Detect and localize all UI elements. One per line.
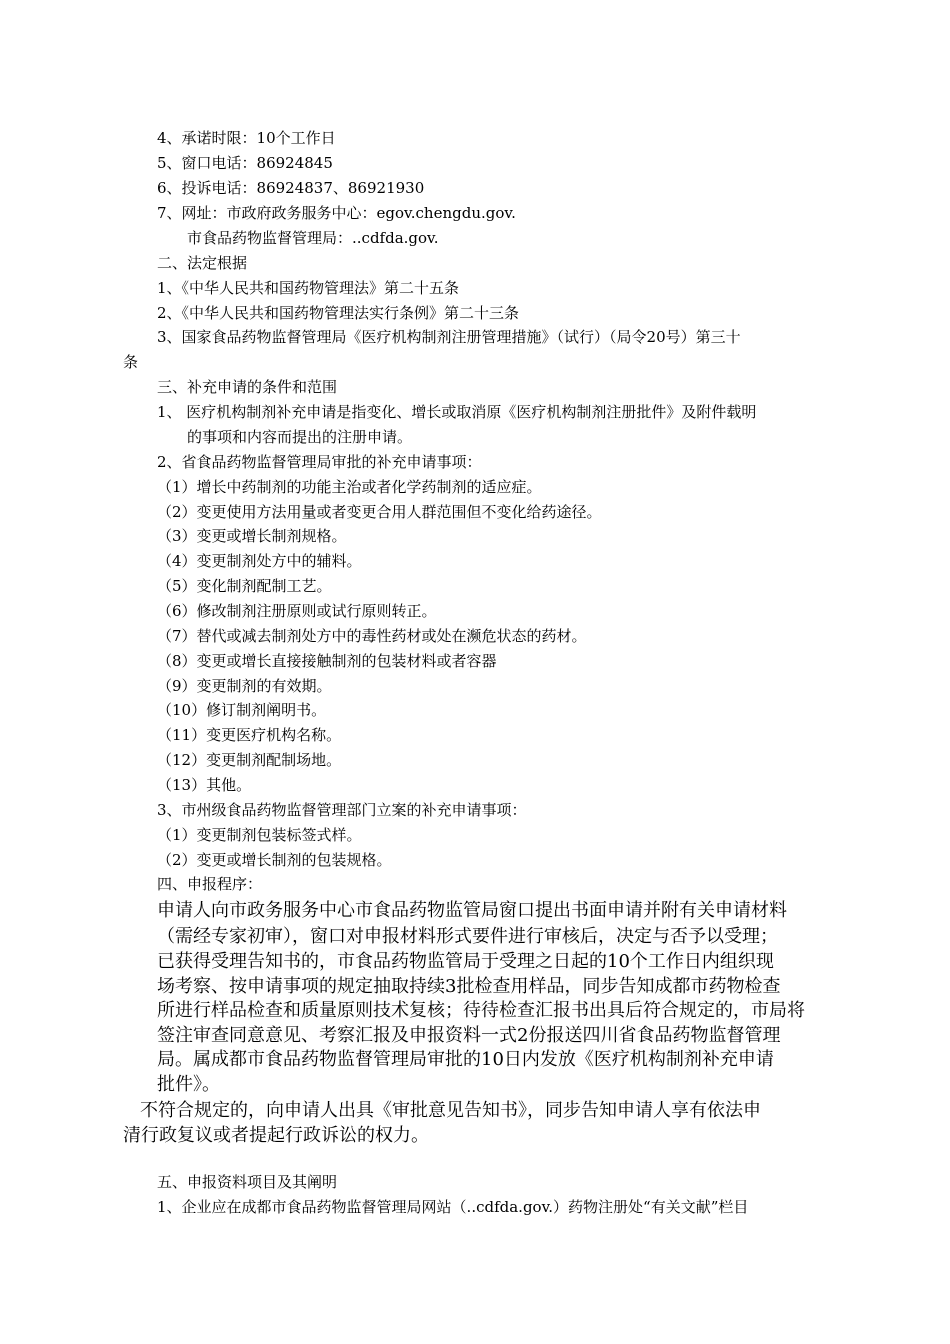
list-item: （8）变更或增长直接接触制剂的包装材料或者容器 bbox=[157, 652, 497, 670]
procedure-heading: 四、申报程序： bbox=[157, 875, 263, 893]
legal-basis-item-3-cont: 条 bbox=[123, 353, 139, 371]
procedure-paragraph-line: 已获得受理告知书的，市食品药物监管局于受理之日起的10个工作日内组织现 bbox=[157, 951, 774, 972]
scope-item-1-line-1: 1、 医疗机构制剂补充申请是指变化、增长或取消原《医疗机构制剂注册批件》及附件载明 bbox=[157, 403, 757, 421]
list-item: （2）变更使用方法用量或者变更合用人群范围但不变化给药途径。 bbox=[157, 503, 602, 521]
procedure-paragraph-line: 所进行样品检查和质量原则技术复核；待待检查汇报书出具后符合规定的，市局将 bbox=[157, 1000, 805, 1021]
list-item: （7）替代或减去制剂处方中的毒性药材或处在濒危状态的药材。 bbox=[157, 627, 587, 645]
list-item: （1）变更制剂包装标签式样。 bbox=[157, 826, 362, 844]
list-item: （4）变更制剂处方中的辅料。 bbox=[157, 552, 362, 570]
commitment-time-line: 4、承诺时限：10个工作日 bbox=[157, 129, 336, 147]
list-item: （2）变更或增长制剂的包装规格。 bbox=[157, 851, 392, 869]
procedure-paragraph-line: 局。属成都市食品药物监督管理局审批的10日内发放《医疗机构制剂补充申请 bbox=[157, 1049, 774, 1070]
legal-basis-item-2: 2、《中华人民共和国药物管理法实行条例》第二十三条 bbox=[157, 304, 520, 322]
website-line-2: 市食品药物监督管理局：..cdfda.gov. bbox=[187, 229, 439, 247]
list-item: （11）变更医疗机构名称。 bbox=[157, 726, 342, 744]
window-phone-line: 5、窗口电话：86924845 bbox=[157, 154, 333, 172]
list-item: （12）变更制剂配制场地。 bbox=[157, 751, 342, 769]
procedure-paragraph-line: 签注审查同意意见、考察汇报及申报资料一式2份报送四川省食品药物监督管理 bbox=[157, 1025, 781, 1046]
materials-heading: 五、申报资料项目及其阐明 bbox=[157, 1173, 338, 1191]
procedure-paragraph-line: 申请人向市政务服务中心市食品药物监管局窗口提出书面申请并附有关申请材料 bbox=[157, 900, 787, 921]
procedure-paragraph-line: 场考察、按申请事项的规定抽取持续3批检查用样品，同步告知成都市药物检查 bbox=[157, 976, 781, 997]
procedure-paragraph-line: （需经专家初审），窗口对申报材料形式要件进行审核后，决定与否予以受理； bbox=[157, 926, 778, 947]
list-item: （10）修订制剂阐明书。 bbox=[157, 701, 327, 719]
legal-basis-heading: 二、法定根据 bbox=[157, 254, 248, 272]
list-item: （6）修改制剂注册原则或试行原则转正。 bbox=[157, 602, 437, 620]
list-item: （3）变更或增长制剂规格。 bbox=[157, 527, 347, 545]
scope-heading: 三、补充申请的条件和范围 bbox=[157, 378, 338, 396]
scope-item-2: 2、省食品药物监督管理局审批的补充申请事项： bbox=[157, 453, 482, 471]
legal-basis-item-3: 3、国家食品药物监督管理局《医疗机构制剂注册管理措施》（试行）（局令20号）第三十 bbox=[157, 328, 741, 346]
website-line: 7、网址：市政府政务服务中心：egov.chengdu.gov. bbox=[157, 204, 516, 222]
procedure-paragraph-2-line: 不符合规定的，向申请人出具《审批意见告知书》，同步告知申请人享有依法申 bbox=[140, 1100, 761, 1121]
list-item: （9）变更制剂的有效期。 bbox=[157, 677, 332, 695]
complaint-phone-line: 6、投诉电话：86924837、86921930 bbox=[157, 179, 425, 197]
procedure-paragraph-2-line: 清行政复议或者提起行政诉讼的权力。 bbox=[123, 1125, 429, 1146]
scope-item-3: 3、市州级食品药物监督管理部门立案的补充申请事项： bbox=[157, 801, 527, 819]
legal-basis-item-1: 1、《中华人民共和国药物管理法》第二十五条 bbox=[157, 279, 460, 297]
procedure-paragraph-line: 批件》。 bbox=[157, 1074, 220, 1095]
list-item: （1）增长中药制剂的功能主治或者化学药制剂的适应症。 bbox=[157, 478, 542, 496]
list-item: （5）变化制剂配制工艺。 bbox=[157, 577, 332, 595]
list-item: （13）其他。 bbox=[157, 776, 252, 794]
materials-item-1: 1、企业应在成都市食品药物监督管理局网站（..cdfda.gov.）药物注册处“有关文献”栏目 bbox=[157, 1198, 749, 1216]
scope-item-1-line-2: 的事项和内容而提出的注册申请。 bbox=[187, 428, 413, 446]
